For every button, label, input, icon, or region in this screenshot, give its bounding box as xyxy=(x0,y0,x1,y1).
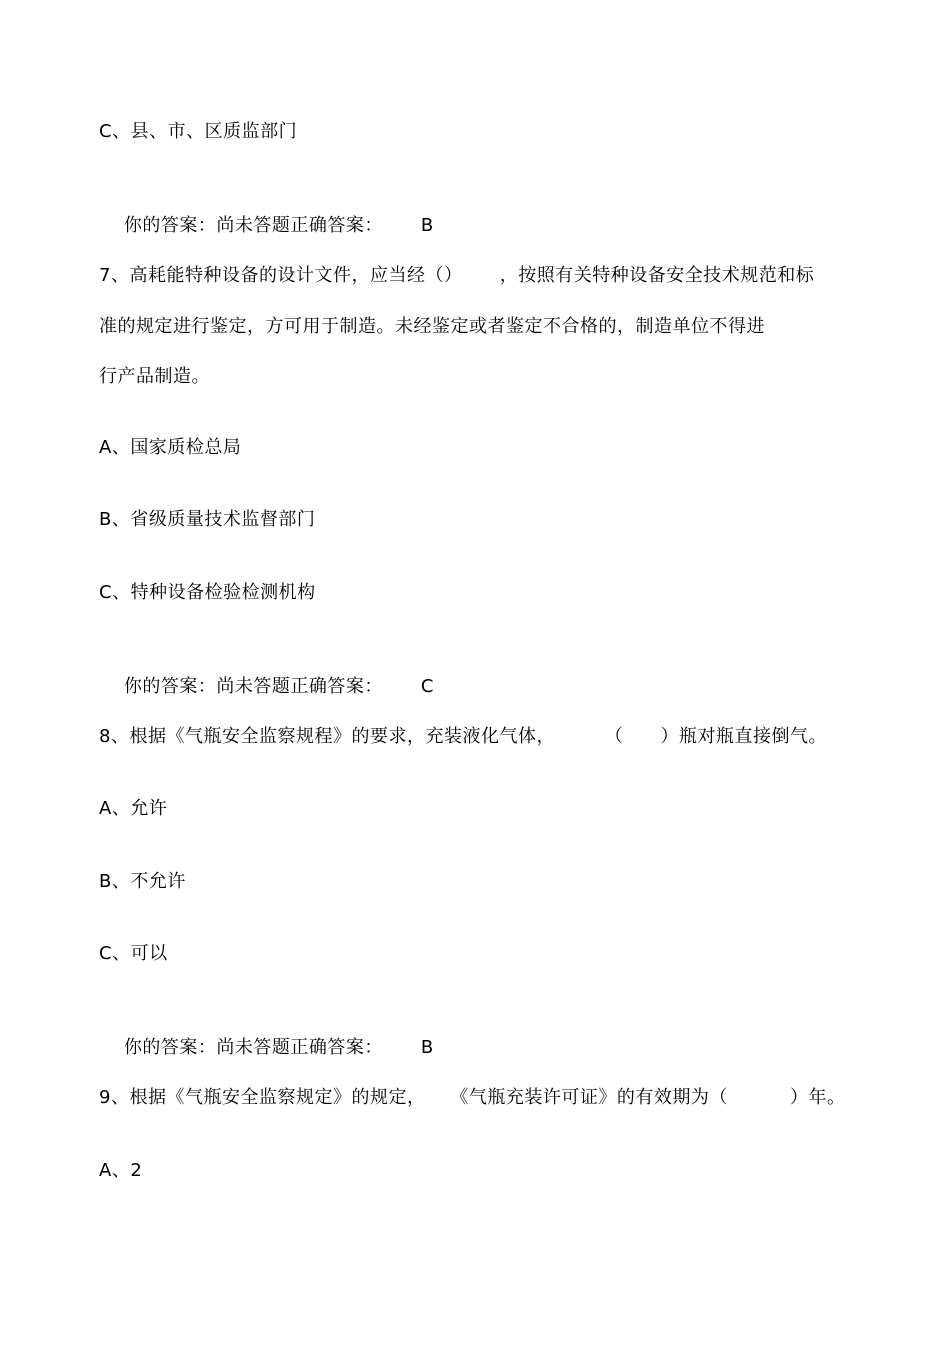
q8-answer-line xyxy=(99,1015,434,1081)
q7-answer-line xyxy=(99,654,434,720)
correct-answer-value: C xyxy=(420,676,434,697)
q7-question-line-2: 准的规定进行鉴定，方可用于制造。未经鉴定或者鉴定不合格的，制造单位不得进 xyxy=(99,316,765,337)
q7-option-a: A、国家质检总局 xyxy=(99,437,242,458)
correct-answer-value: B xyxy=(420,1037,434,1058)
answer-label: 你的答案：尚未答题正确答案： xyxy=(123,676,383,697)
q7-option-b: B、省级质量技术监督部门 xyxy=(99,509,316,530)
q8-option-a: A、允许 xyxy=(99,798,168,819)
q7-question-line-1: 7、高耗能特种设备的设计文件，应当经（） ，按照有关特种设备安全技术规范和标 xyxy=(99,265,815,286)
q7-question-line-3: 行产品制造。 xyxy=(99,366,210,387)
q8-option-b: B、不允许 xyxy=(99,871,186,892)
q6-answer-line xyxy=(99,193,434,259)
q8-option-c: C、可以 xyxy=(99,943,168,964)
q9-option-a: A、2 xyxy=(99,1160,143,1181)
q9-question-line-1: 9、根据《气瓶安全监察规定》的规定， 《气瓶充装许可证》的有效期为（ ）年。 xyxy=(99,1087,846,1108)
answer-label: 你的答案：尚未答题正确答案： xyxy=(123,1037,383,1058)
q8-question-line-1: 8、根据《气瓶安全监察规程》的要求，充装液化气体， （ ）瓶对瓶直接倒气。 xyxy=(99,726,828,747)
answer-label: 你的答案：尚未答题正确答案： xyxy=(123,215,383,236)
q6-option-c: C、县、市、区质监部门 xyxy=(99,121,298,142)
correct-answer-value: B xyxy=(420,215,434,236)
q7-option-c: C、特种设备检验检测机构 xyxy=(99,582,316,603)
